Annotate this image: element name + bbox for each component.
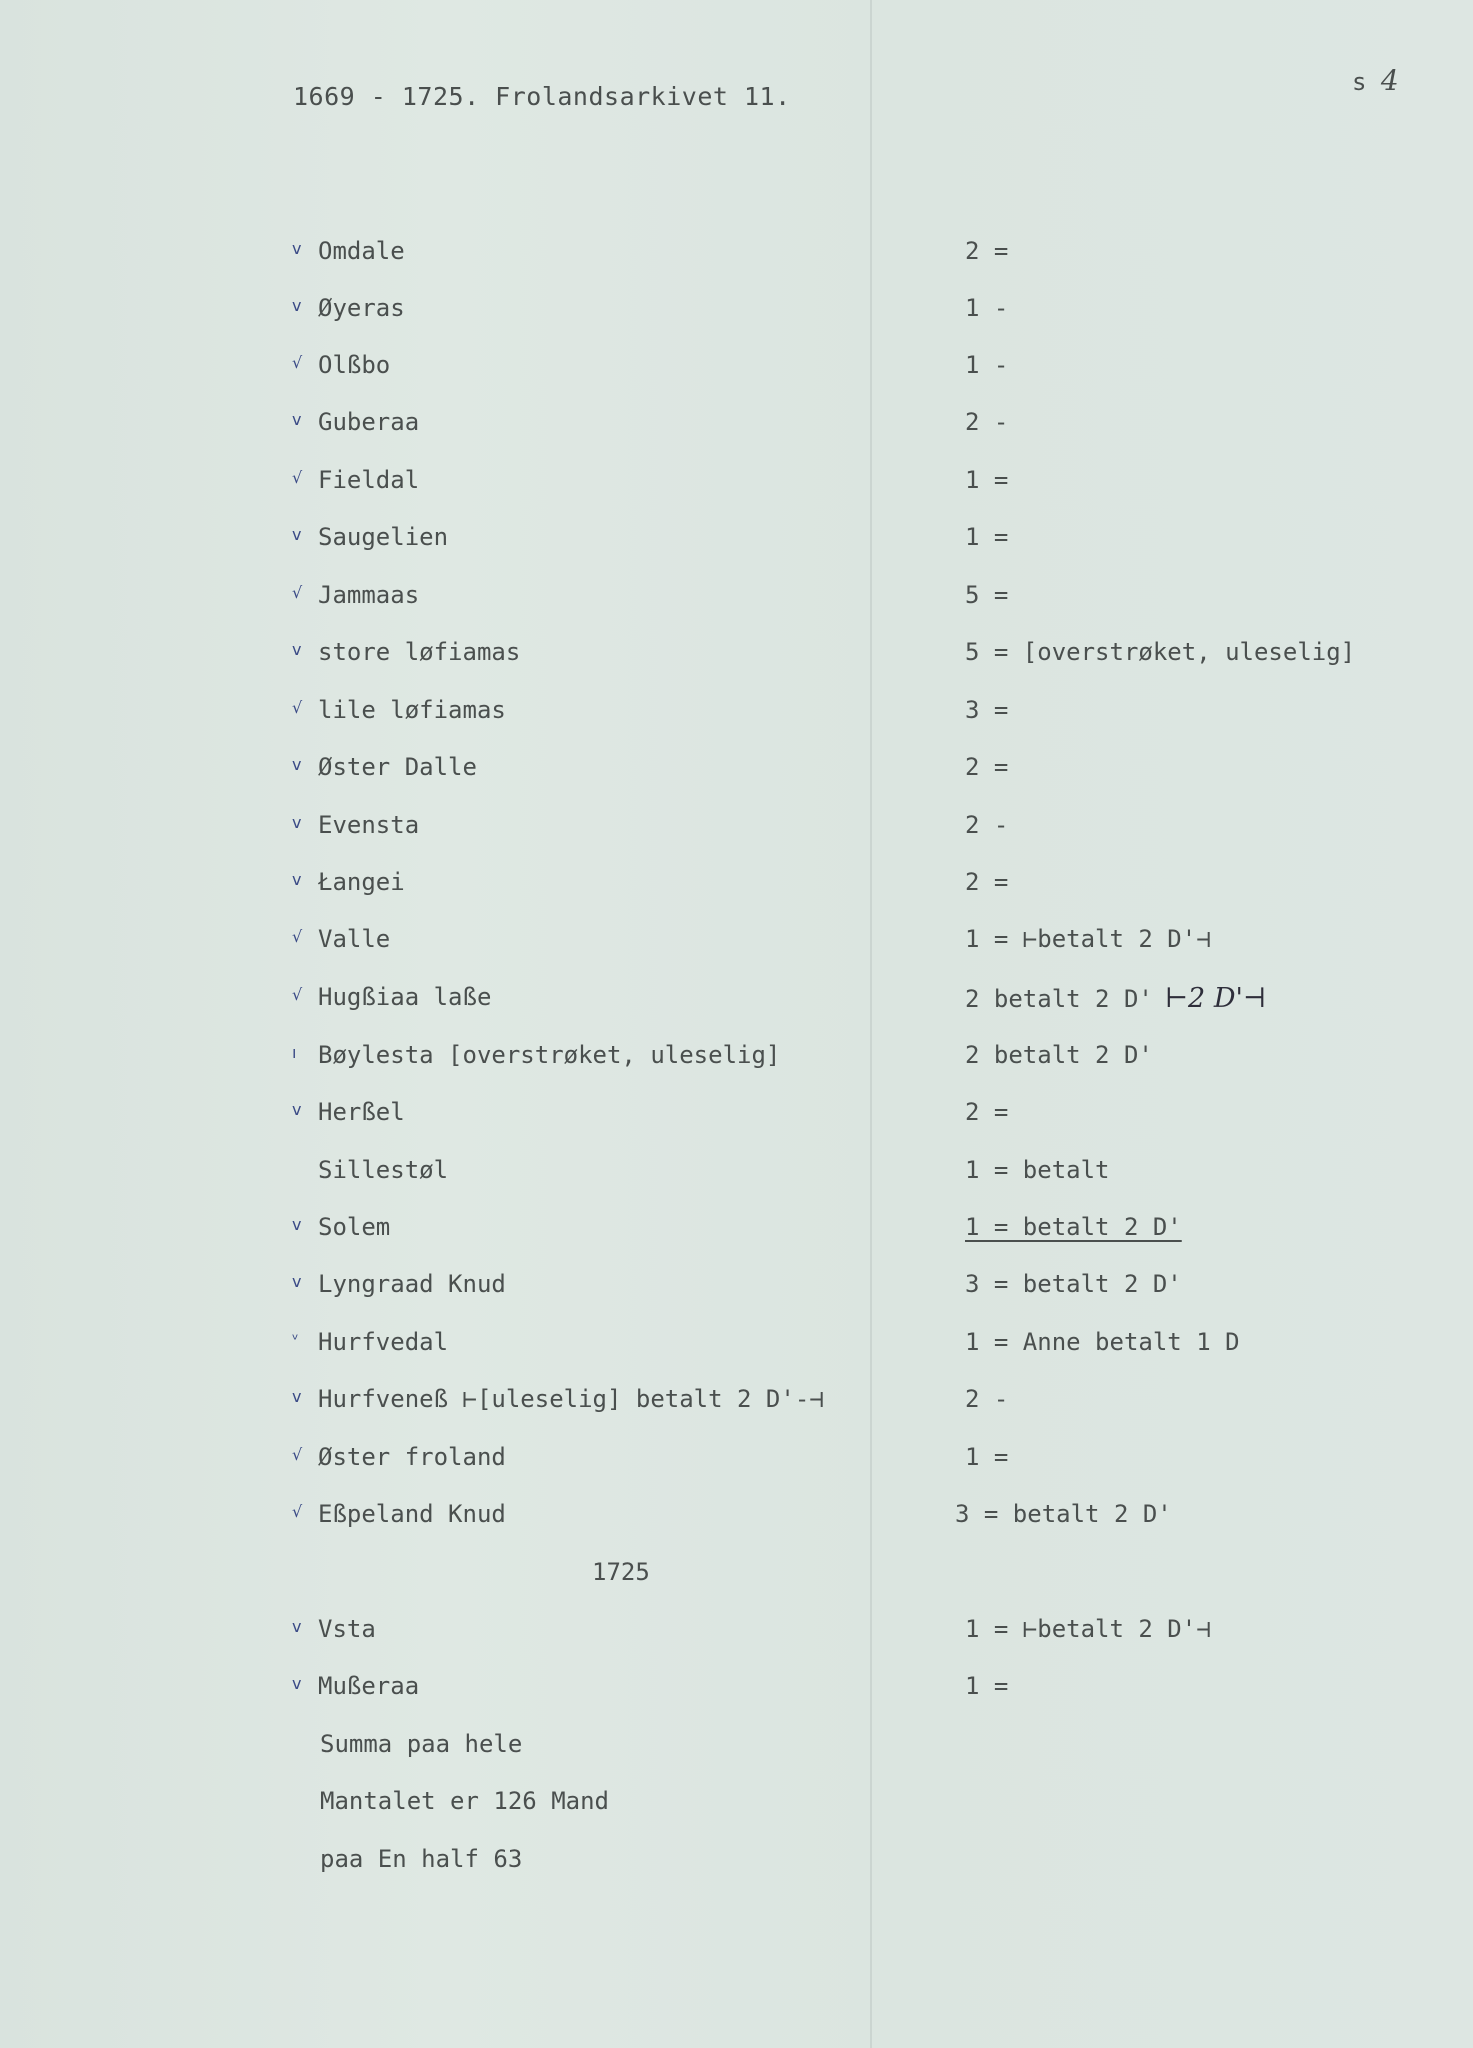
summary-line: Summa paa hele — [320, 1730, 523, 1758]
entry-value: 1 = — [965, 523, 1009, 551]
page-number-value: 4 — [1380, 64, 1399, 97]
list-item — [0, 294, 1473, 334]
farm-name: Valle — [318, 925, 391, 953]
farm-name: Øyeras — [318, 294, 405, 322]
check-mark-icon: v — [292, 410, 302, 429]
farm-name: Vsta — [318, 1615, 376, 1643]
list-item — [0, 1156, 1473, 1196]
check-mark-icon: v — [292, 525, 302, 544]
farm-name: Fieldal — [318, 466, 420, 494]
entry-value-text: 2 betalt 2 D' — [965, 985, 1153, 1013]
document-title: 1669 - 1725. Frolandsarkivet 11. — [293, 82, 791, 111]
check-mark-icon: v — [292, 1215, 302, 1234]
year-heading: 1725 — [592, 1558, 650, 1586]
check-mark-icon: √ — [292, 1502, 303, 1521]
farm-name: Hurfvedal — [318, 1328, 449, 1356]
entry-value: 2 = — [965, 237, 1009, 265]
entry-value: 2 - — [965, 408, 1009, 436]
list-item — [0, 1270, 1473, 1310]
list-item — [0, 237, 1473, 277]
check-mark-icon: v — [292, 1100, 302, 1119]
page-number-prefix: s — [1352, 68, 1367, 96]
farm-name: store løfiamas — [318, 638, 521, 666]
farm-name: lile løfiamas — [318, 696, 506, 724]
list-item — [0, 1615, 1473, 1655]
entry-value: 1 = betalt 2 D' — [965, 1213, 1182, 1241]
entry-value: 1 = ⊢betalt 2 D'⊣ — [965, 1615, 1211, 1643]
farm-name: Hugßiaa laße — [318, 983, 492, 1011]
list-item — [0, 466, 1473, 506]
check-mark-icon: √ — [292, 698, 303, 717]
list-item — [0, 1385, 1473, 1425]
farm-name: Bøylesta [overstrøket, uleselig] — [318, 1041, 781, 1069]
check-mark-icon: v — [292, 1387, 302, 1406]
farm-name: Sillestøl — [318, 1156, 449, 1184]
list-item — [0, 1098, 1473, 1138]
farm-name: Olßbo — [318, 351, 391, 379]
check-mark-icon: v — [292, 755, 302, 774]
check-mark-icon: v — [292, 640, 302, 659]
summary-line: Mantalet er 126 Mand — [320, 1787, 609, 1815]
check-mark-icon: √ — [292, 985, 303, 1004]
check-mark-icon: ı — [292, 1043, 297, 1062]
farm-name: Eßpeland Knud — [318, 1500, 506, 1528]
list-item — [0, 1041, 1473, 1081]
list-item — [0, 868, 1473, 908]
page-number — [1352, 64, 1399, 97]
farm-name: Øster froland — [318, 1443, 506, 1471]
list-item — [0, 925, 1473, 965]
list-item — [0, 408, 1473, 448]
list-item — [0, 1443, 1473, 1483]
list-item — [0, 1328, 1473, 1368]
check-mark-icon: v — [292, 870, 302, 889]
entry-value: 5 = [overstrøket, uleselig] — [965, 638, 1356, 666]
check-mark-icon: v — [292, 239, 302, 258]
check-mark-icon: √ — [292, 468, 303, 487]
entry-value: 1 = — [965, 466, 1009, 494]
list-item — [0, 1672, 1473, 1712]
check-mark-icon: √ — [292, 583, 303, 602]
entry-value: 1 = — [965, 1443, 1009, 1471]
list-item — [0, 523, 1473, 563]
check-mark-icon: v — [292, 296, 302, 315]
farm-name: Lyngraad Knud — [318, 1270, 506, 1298]
farm-name: Guberaa — [318, 408, 420, 436]
entry-value: 1 - — [965, 351, 1009, 379]
entry-value: 2 betalt 2 D' — [965, 1041, 1153, 1069]
farm-name: Evensta — [318, 811, 420, 839]
entry-value: 2 = — [965, 753, 1009, 781]
check-mark-icon: √ — [292, 353, 303, 372]
farm-name: Herßel — [318, 1098, 405, 1126]
farm-name: Øster Dalle — [318, 753, 477, 781]
farm-name: Saugelien — [318, 523, 449, 551]
list-item — [0, 581, 1473, 621]
list-item — [0, 753, 1473, 793]
farm-name: Mußeraa — [318, 1672, 420, 1700]
farm-name: Jammaas — [318, 581, 420, 609]
farm-name: Solem — [318, 1213, 391, 1241]
list-item — [0, 1500, 1473, 1540]
entry-value: 2 = — [965, 868, 1009, 896]
list-item — [0, 983, 1473, 1023]
entry-value — [965, 983, 1266, 1014]
entry-value: 1 = — [965, 1672, 1009, 1700]
check-mark-icon: v — [292, 1272, 302, 1291]
entry-value: 5 = — [965, 581, 1009, 609]
list-item — [0, 811, 1473, 851]
farm-name: Hurfveneß ⊢[uleselig] betalt 2 D'-⊣ — [318, 1385, 824, 1413]
entry-value: 1 - — [965, 294, 1009, 322]
list-item — [0, 351, 1473, 391]
entry-value: 1 = ⊢betalt 2 D'⊣ — [965, 925, 1211, 953]
entry-value: 1 = betalt — [965, 1156, 1110, 1184]
entry-value: 3 = betalt 2 D' — [965, 1270, 1182, 1298]
entry-value: 2 - — [965, 811, 1009, 839]
entry-value: 3 = — [965, 696, 1009, 724]
check-mark-icon: v — [292, 1617, 302, 1636]
farm-name: Łangei — [318, 868, 405, 896]
check-mark-icon: √ — [292, 1445, 303, 1464]
check-mark-icon: v — [292, 1674, 302, 1693]
farm-name: Omdale — [318, 237, 405, 265]
check-mark-icon: v — [292, 813, 302, 832]
list-item — [0, 696, 1473, 736]
summary-line: paa En half 63 — [320, 1845, 523, 1873]
list-item — [0, 638, 1473, 678]
entry-value: 3 = betalt 2 D' — [955, 1500, 1172, 1528]
list-item — [0, 1213, 1473, 1253]
entry-value: 2 = — [965, 1098, 1009, 1126]
check-mark-icon: ᵛ — [292, 1330, 299, 1349]
check-mark-icon: √ — [292, 927, 303, 946]
entry-value: 1 = Anne betalt 1 D — [965, 1328, 1240, 1356]
entry-value: 2 - — [965, 1385, 1009, 1413]
handwritten-note: ⊢2 D'⊣ — [1164, 983, 1267, 1014]
